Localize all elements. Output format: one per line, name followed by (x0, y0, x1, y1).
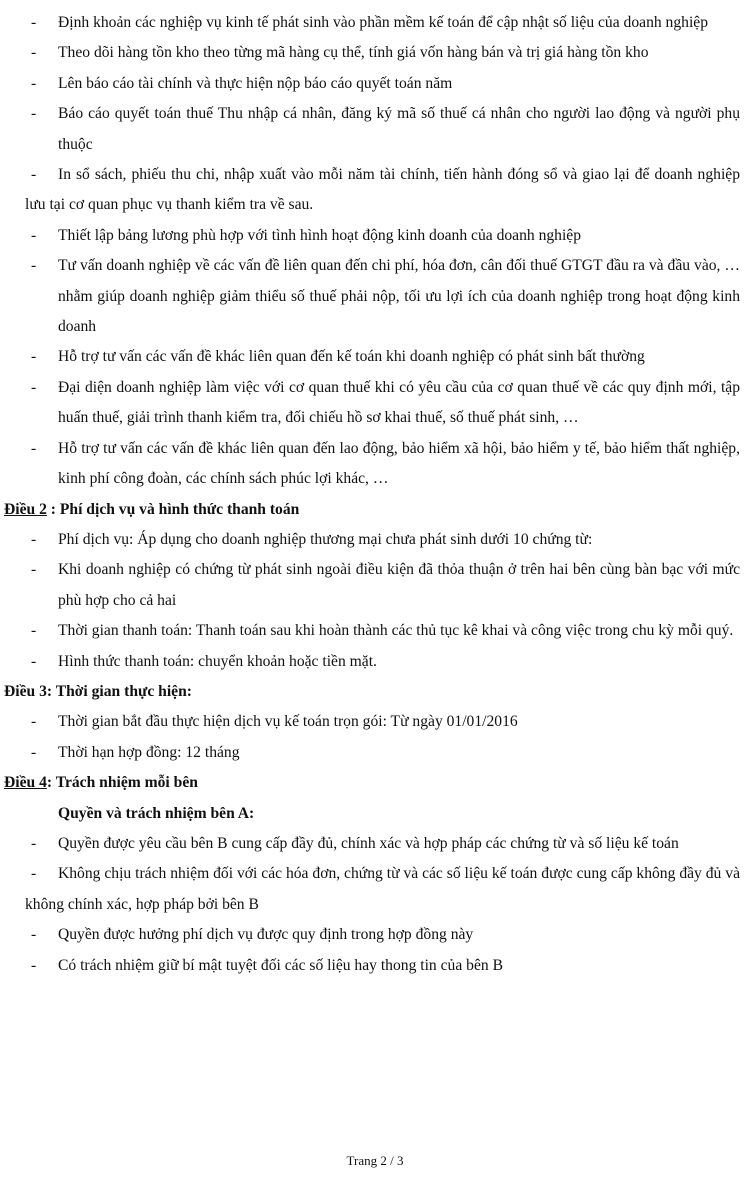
list-item: - Thời hạn hợp đồng: 12 tháng (0, 738, 750, 768)
list-item: - Khi doanh nghiệp có chứng từ phát sinh ngoài điều kiện đã thỏa thuận ở trên hai bên cùng bàn bạc với mức phù hợp cho cả hai (0, 555, 750, 616)
article-2-heading (0, 495, 750, 525)
list-item: - Lên báo cáo tài chính và thực hiện nộp báo cáo quyết toán năm (0, 69, 750, 99)
bullet-dash: - (31, 652, 37, 670)
contract-body (0, 8, 750, 981)
article-4-heading (0, 768, 750, 798)
list-item: - Hình thức thanh toán: chuyển khoản hoặc tiền mặt. (0, 647, 750, 677)
bullet-dash: - (31, 622, 37, 640)
list-item: - Quyền được yêu cầu bên B cung cấp đầy đủ, chính xác và hợp pháp các chứng từ và số liệu kế toán (0, 829, 750, 859)
bullet-dash: - (31, 166, 37, 184)
bullet-dash: - (31, 530, 37, 548)
list-item: - Báo cáo quyết toán thuế Thu nhập cá nhân, đăng ký mã số thuế cá nhân cho người lao động và người phụ thuộc (0, 99, 750, 160)
bullet-dash: - (31, 713, 37, 731)
list-item: - Theo dõi hàng tồn kho theo từng mã hàng cụ thể, tính giá vốn hàng bán và trị giá hàng tồn kho (0, 38, 750, 68)
bullet-dash: - (31, 926, 37, 944)
bullet-dash: - (31, 743, 37, 761)
bullet-dash: - (31, 439, 37, 457)
list-item: - Hỗ trợ tư vấn các vấn đề khác liên quan đến lao động, bảo hiểm xã hội, bảo hiểm y tế, bảo hiểm thất nghiệp, kinh phí công đoàn, các chính sách phúc lợi khác, … (0, 434, 750, 495)
bullet-dash: - (31, 348, 37, 366)
bullet-dash: - (31, 105, 37, 123)
bullet-dash: - (31, 865, 37, 883)
bullet-dash: - (31, 378, 37, 396)
list-item: - Quyền được hưởng phí dịch vụ được quy định trong hợp đồng này (0, 920, 750, 950)
list-item: - Thời gian bắt đầu thực hiện dịch vụ kế toán trọn gói: Từ ngày 01/01/2016 (0, 707, 750, 737)
list-item: - Không chịu trách nhiệm đối với các hóa đơn, chứng từ và các số liệu kế toán được cung cấp không đầy đủ và không chính xác, hợp pháp bởi bên B (0, 859, 750, 920)
bullet-dash: - (31, 834, 37, 852)
list-item: - In sổ sách, phiếu thu chi, nhập xuất vào mỗi năm tài chính, tiến hành đóng sổ và giao lại để doanh nghiệp lưu tại cơ quan phục vụ thanh kiểm tra về sau. (0, 160, 750, 221)
list-item: - Tư vấn doanh nghiệp về các vấn đề liên quan đến chi phí, hóa đơn, cân đối thuế GTGT đầu ra và đầu vào, … nhằm giúp doanh nghiệp giảm thiểu số thuế phải nộp, tối ưu lợi ích của doanh nghiệp trong hoạt động kinh doanh (0, 251, 750, 342)
list-item: - Định khoản các nghiệp vụ kinh tế phát sinh vào phần mềm kế toán để cập nhật số liệu của doanh nghiệp (0, 8, 750, 38)
list-item: - Phí dịch vụ: Áp dụng cho doanh nghiệp thương mại chưa phát sinh dưới 10 chứng từ: (0, 525, 750, 555)
article-3-heading: Điều 3: Thời gian thực hiện: (4, 682, 192, 700)
bullet-dash: - (31, 956, 37, 974)
bullet-dash: - (31, 561, 37, 579)
bullet-dash: - (31, 226, 37, 244)
article-2-label: Điều 2 (4, 500, 47, 518)
party-a-subheading: Quyền và trách nhiệm bên A: (58, 804, 255, 822)
page-number: Trang 2 / 3 (346, 1153, 404, 1168)
bullet-dash: - (31, 14, 37, 31)
bullet-dash: - (31, 257, 37, 275)
list-item: - Thiết lập bảng lương phù hợp với tình hình hoạt động kinh doanh của doanh nghiệp (0, 221, 750, 251)
article-4-label: Điều 4 (4, 774, 47, 792)
list-item: - Đại diện doanh nghiệp làm việc với cơ quan thuế khi có yêu cầu của cơ quan thuế về các quy định mới, tập huấn thuế, giải trình thanh kiểm tra, đối chiếu hồ sơ khai thuế, số thuế phát sinh, … (0, 373, 750, 434)
list-item: - Thời gian thanh toán: Thanh toán sau khi hoàn thành các thủ tục kê khai và công việc trong chu kỳ mỗi quý. (0, 616, 750, 646)
bullet-dash: - (31, 74, 37, 92)
list-item: - Hỗ trợ tư vấn các vấn đề khác liên quan đến kế toán khi doanh nghiệp có phát sinh bất thường (0, 342, 750, 372)
article-4-title: : Trách nhiệm mỗi bên (46, 774, 198, 792)
list-item: - Có trách nhiệm giữ bí mật tuyệt đối các số liệu hay thong tin của bên B (0, 951, 750, 981)
bullet-dash: - (31, 44, 37, 62)
article-2-title: : Phí dịch vụ và hình thức thanh toán (46, 500, 300, 518)
